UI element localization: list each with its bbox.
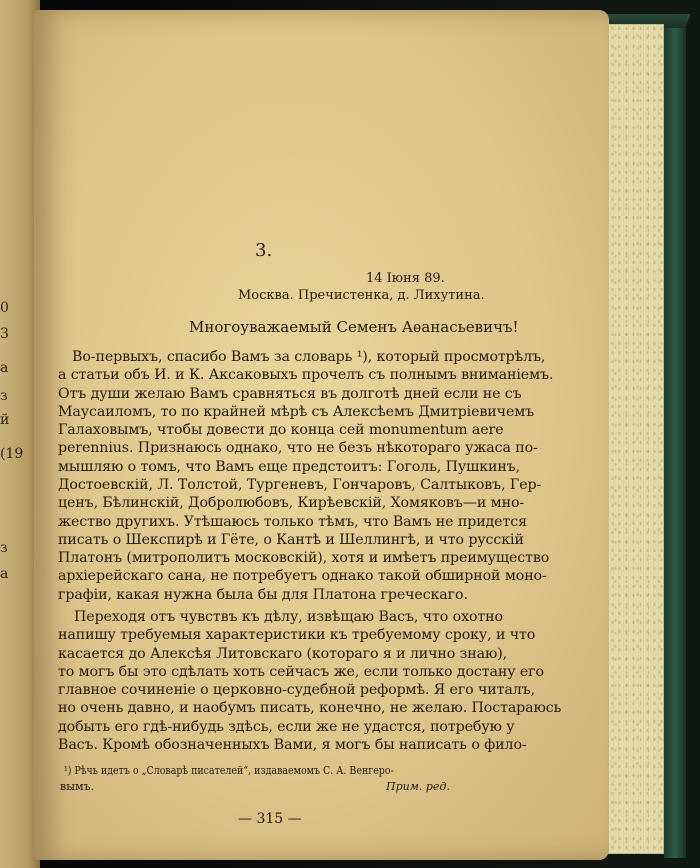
left-page-fragment: 3 xyxy=(0,326,9,342)
body-line: Во-первыхъ, спасибо Вамъ за словарь ¹), который просмотрѣлъ, xyxy=(72,349,546,365)
footnote-editor-note: Прим. ред. xyxy=(386,780,450,793)
page-number: — 315 — xyxy=(238,811,302,827)
body-line: мышляю о томъ, что Вамъ еще предстоитъ: Гоголь, Пушкинъ, xyxy=(58,458,521,475)
body-line: писать о Шекспирѣ и Гёте, о Кантѣ и Шеллингѣ, и что русскій xyxy=(58,531,524,548)
body-line: а статьи объ И. и К. Аксаковыхъ прочелъ съ полнымъ вниманіемъ. xyxy=(58,367,554,384)
left-page-fragment: й xyxy=(0,412,10,428)
letter-date: 14 Іюня 89. xyxy=(366,271,445,286)
letter-greeting: Многоуважаемый Семенъ Аѳанасьевичъ! xyxy=(189,318,519,336)
left-page-fragment: (19 xyxy=(0,446,24,462)
body-line: Отъ души желаю Вамъ сравняться въ долготѣ дней если не съ xyxy=(58,385,522,402)
left-page-fragment: з xyxy=(0,388,8,404)
body-line: жество другихъ. Утѣшаюсь только тѣмъ, что Вамъ не придется xyxy=(58,513,527,530)
footnote-line: ¹) Рѣчь идетъ о „Словарѣ писателей“, издаваемомъ С. А. Венгеро- xyxy=(64,764,394,777)
left-page-fragment: a xyxy=(0,360,9,376)
body-line: perennius. Признаюсь однако, что не безъ нѣкотораго ужаса по- xyxy=(58,440,538,457)
body-line: напишу требуемыя характеристики къ требуемому сроку, и что xyxy=(58,627,536,644)
body-line: касается до Алексѣя Литовскаго (котораго я и лично знаю), xyxy=(58,645,508,662)
body-line: добыть его гдѣ-нибудь здѣсь, если же не удастся, потребую у xyxy=(58,718,515,735)
body-line: Маусаиломъ, то по крайней мѣрѣ съ Алексѣемъ Дмитріевичемъ xyxy=(58,403,535,420)
body-line: главное сочиненіе о церковно-судебной реформѣ. Я его читалъ, xyxy=(58,682,535,699)
body-line: Платонъ (митрополитъ московскій), хотя и имѣетъ преимущество xyxy=(58,550,550,567)
left-page-fragment: з xyxy=(0,540,8,556)
body-line: Галаховымъ, чтобы довести до конца сей monumentum aere xyxy=(58,422,504,439)
body-line: но очень давно, и наобумъ писать, конечно, не желаю. Постараюсь xyxy=(58,700,562,717)
body-line: Васъ. Кромѣ обозначенныхъ Вами, я могъ бы написать о фило- xyxy=(58,737,527,753)
body-line: архіерейскаго сана, не потребуетъ однако такой обширной моно- xyxy=(58,568,547,585)
body-line: ценъ, Бѣлинскій, Добролюбовъ, Кирѣевскій, Хомяковъ—и мно- xyxy=(58,495,525,512)
body-line: Достоевскій, Л. Толстой, Тургеневъ, Гончаровъ, Салтыковъ, Гер- xyxy=(58,477,542,493)
body-line: то могъ бы это сдѣлать хоть сейчасъ же, если только достану его xyxy=(58,663,544,680)
section-number: 3. xyxy=(255,240,273,261)
body-line: графіи, какая нужна была бы для Платона греческаго. xyxy=(58,586,468,603)
book-cover-spine xyxy=(664,28,686,858)
left-page-fragment: а xyxy=(0,566,9,582)
letter-place: Москва. Пречистенка, д. Лихутина. xyxy=(238,288,485,303)
footnote-line: вымъ. xyxy=(60,780,94,793)
body-line: Переходя отъ чувствъ къ дѣлу, извѣщаю Васъ, что охотно xyxy=(74,609,503,625)
left-page-fragment: 0 xyxy=(0,300,9,316)
